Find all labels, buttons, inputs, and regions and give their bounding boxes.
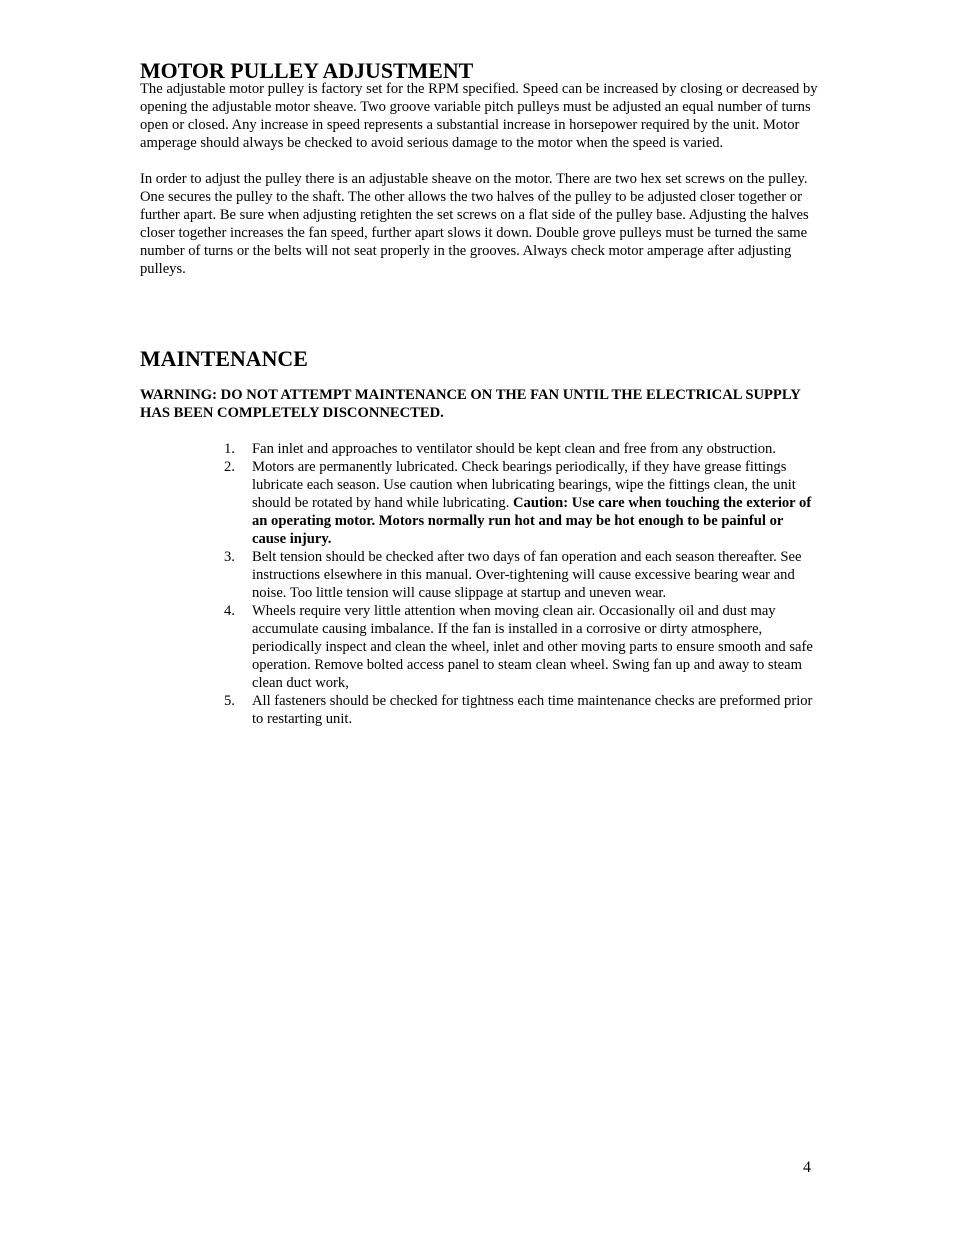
list-item <box>224 692 820 728</box>
list-item-text: Motors are permanently lubricated. Check bearings periodically, if they have grease fittings lubricate each season. Use caution when lubricating bearings, wipe the fittings clean, the unit should be rotated by hand while lubricating. <box>252 459 796 511</box>
list-item-text: Belt tension should be checked after two days of fan operation and each season thereafter. See instructions elsewhere in this manual. Over-tightening will cause excessive bearing wear and noise. Too little tension will cause slippage at startup and uneven wear. <box>252 549 802 601</box>
list-item-number: 2. <box>224 459 235 475</box>
maintenance-list <box>224 440 820 728</box>
list-item <box>224 602 820 692</box>
list-item <box>224 548 820 602</box>
list-item-text: Wheels require very little attention when moving clean air. Occasionally oil and dust may accumulate causing imbalance. If the fan is installed in a corrosive or dirty atmosphere, periodically inspect and clean the wheel, inlet and other moving parts to ensure smooth and safe operation. Remove bolted access panel to steam clean wheel. Swing fan up and away to steam clean duct work, <box>252 603 813 691</box>
list-item-number: 3. <box>224 549 235 565</box>
list-item-text: Fan inlet and approaches to ventilator should be kept clean and free from any obstruction. <box>252 441 776 457</box>
motor-pulley-heading: MOTOR PULLEY ADJUSTMENT <box>140 58 474 83</box>
page-content <box>140 58 820 728</box>
list-item <box>224 440 820 458</box>
list-item-number: 4. <box>224 603 235 619</box>
maintenance-warning: WARNING: DO NOT ATTEMPT MAINTENANCE ON THE FAN UNTIL THE ELECTRICAL SUPPLY HAS BEEN COMPLETELY DISCONNECTED. <box>140 387 801 421</box>
caution-text: Caution: Use care when touching the exterior of an operating motor. Motors normally run hot and may be hot enough to be painful or cause injury. <box>252 495 812 547</box>
motor-pulley-paragraph-1: The adjustable motor pulley is factory set for the RPM specified. Speed can be increased by closing or decreased by opening the adjustable motor sheave. Two groove variable pitch pulleys must be adjusted an equal number of turns open or closed. Any increase in speed represents a substantial increase in horsepower required by the unit. Motor amperage should always be checked to avoid serious damage to the motor when the speed is varied. <box>140 81 818 151</box>
list-item-number: 5. <box>224 693 235 709</box>
list-item-number: 1. <box>224 441 235 457</box>
maintenance-heading: MAINTENANCE <box>140 346 308 371</box>
list-item-text: All fasteners should be checked for tightness each time maintenance checks are preformed prior to restarting unit. <box>252 693 813 727</box>
list-item <box>224 458 820 548</box>
motor-pulley-paragraph-2: In order to adjust the pulley there is an adjustable sheave on the motor. There are two hex set screws on the pulley. One secures the pulley to the shaft. The other allows the two halves of the pulley to be adjusted closer together or further apart. Be sure when adjusting retighten the set screws on a flat side of the pulley base. Adjusting the halves closer together increases the fan speed, further apart slows it down. Double grove pulleys must be turned the same number of turns or the belts will not seat properly in the grooves. Always check motor amperage after adjusting pulleys. <box>140 171 809 277</box>
page-number: 4 <box>803 1159 811 1176</box>
